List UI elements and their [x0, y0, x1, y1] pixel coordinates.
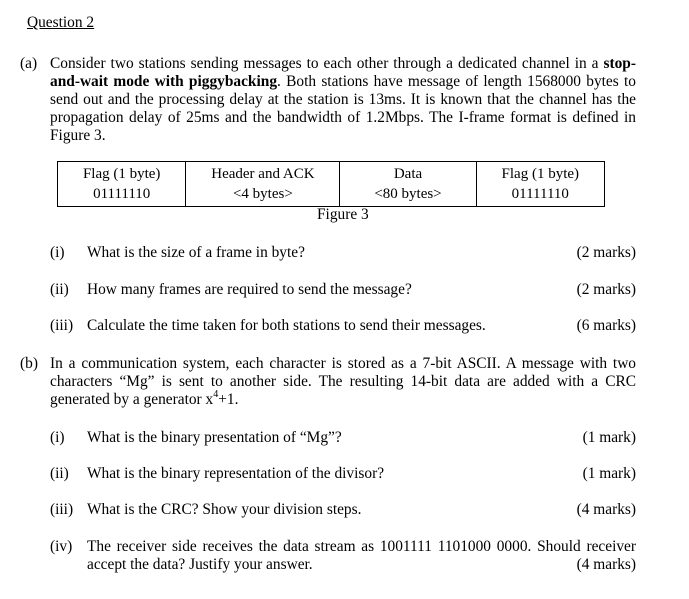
frame-cell-start-flag-title: Flag (1 byte): [82, 166, 161, 182]
part-b-q1-marks: (1 mark): [582, 429, 636, 446]
part-b-generator-exponent: 4: [213, 388, 219, 400]
part-a-intro-start: Consider two stations sending messages to each other through a dedicated channel in a: [50, 55, 599, 72]
part-a-q2-label: (ii): [50, 281, 69, 298]
frame-cell-data: [340, 162, 476, 207]
frame-cell-header-value: <4 bytes>: [232, 186, 293, 202]
frame-cell-data-title: Data: [393, 166, 423, 182]
part-b-intro-main: In a communication system, each character is stored as a 7-bit ASCII. A message with two characters “Mg” is sent to another side. The resulting 14-bit data are added with a CRC generated by a generator x: [50, 355, 636, 408]
part-b-q2-label: (ii): [50, 465, 69, 482]
part-a-q2-text: How many frames are required to send the message?: [87, 281, 412, 298]
part-a-q1-text: What is the size of a frame in byte?: [87, 244, 305, 261]
frame-format-row: [58, 162, 605, 207]
part-b-q4-label: (iv): [50, 538, 73, 555]
part-a-q2-marks: (2 marks): [576, 281, 636, 298]
part-b-q3-label: (iii): [50, 501, 74, 518]
part-b-intro: [50, 355, 636, 409]
frame-cell-header-title: Header and ACK: [211, 166, 315, 182]
part-b-q2-marks: (1 mark): [582, 465, 636, 482]
figure-caption: Figure 3: [317, 206, 369, 223]
part-b-label: (b): [20, 355, 38, 372]
frame-format-table: [57, 161, 605, 207]
part-b-q1-label: (i): [50, 429, 65, 446]
part-a-q3-text: Calculate the time taken for both stations to send their messages.: [87, 317, 486, 334]
part-a-q3-label: (iii): [50, 317, 74, 334]
part-b-q3-marks: (4 marks): [576, 501, 636, 518]
part-a-intro: [50, 55, 636, 145]
frame-cell-data-value: <80 bytes>: [374, 186, 442, 202]
frame-cell-end-flag-title: Flag (1 byte): [501, 166, 580, 182]
frame-cell-start-flag-value: 01111110: [93, 186, 151, 202]
part-b-q4-text: The receiver side receives the data stream as 1001111 1101000 0000. Should receiver accept the data? Justify your answer.: [87, 538, 636, 573]
frame-cell-end-flag-value: 01111110: [511, 186, 569, 202]
part-a-q1-label: (i): [50, 244, 65, 261]
part-a-q1-marks: (2 marks): [576, 244, 636, 261]
frame-cell-end-flag: [476, 162, 604, 207]
part-b-q4-marks: (4 marks): [576, 556, 636, 573]
frame-cell-header: [186, 162, 340, 207]
part-b-q3-text: What is the CRC? Show your division steps.: [87, 501, 362, 518]
part-a-q3-marks: (6 marks): [576, 317, 636, 334]
part-a-intro-bold: stop-and-wait mode with piggybacking: [50, 55, 636, 90]
part-a-label: (a): [20, 55, 38, 72]
part-b-intro-tail: +1.: [218, 391, 239, 408]
question-title: Question 2: [27, 14, 95, 31]
part-b-q1-text: What is the binary presentation of “Mg”?: [87, 429, 342, 446]
part-a-intro-end: . Both stations have message of length 1568000 bytes to send out and the processing delay at the station is 13ms. It is known that the channel has the propagation delay of 25ms and the bandwidth of 1.2Mbps. The I-frame format is defined in Figure 3.: [50, 73, 636, 144]
frame-cell-start-flag: [58, 162, 186, 207]
part-b-q2-text: What is the binary representation of the divisor?: [87, 465, 385, 482]
